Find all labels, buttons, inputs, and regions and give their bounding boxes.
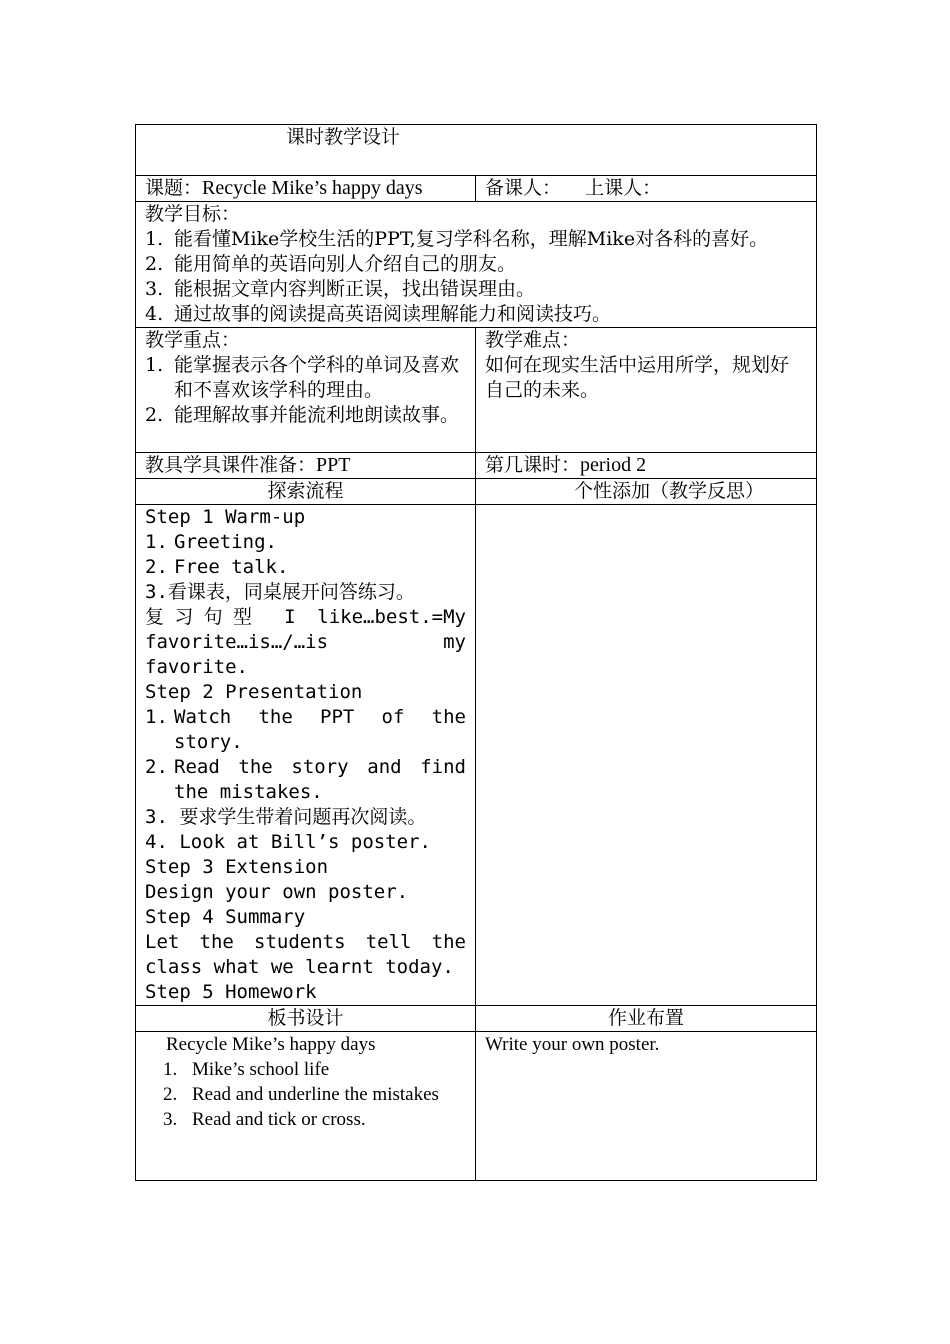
reflection-header xyxy=(476,479,817,505)
objectives-list xyxy=(145,227,807,327)
reflection-header-label: 个性添加（教学反思） xyxy=(574,480,765,502)
step-1-item xyxy=(145,555,466,580)
difficulties-text: 如何在现实生活中运用所学，规划好自己的未来。 xyxy=(485,354,790,401)
board-item-number: 1. xyxy=(163,1059,178,1080)
objective-item-number: 3. xyxy=(145,278,164,300)
board-item-text: Read and tick or cross. xyxy=(192,1109,366,1130)
objective-item-text: 通过故事的阅读提高英语阅读理解能力和阅读技巧。 xyxy=(174,303,612,325)
bottom-header-row xyxy=(136,1006,817,1032)
step-4-text: Let the students tell the class what we learnt today. xyxy=(145,931,466,978)
key-points-heading: 教学重点： xyxy=(145,329,241,351)
step-1-item xyxy=(145,530,466,555)
objective-item-number: 2. xyxy=(145,253,164,275)
materials-value: PPT xyxy=(316,454,351,476)
page-title: 课时教学设计 xyxy=(286,126,401,148)
preparer-text: 备课人： 上课人： xyxy=(485,177,662,199)
board-cell xyxy=(136,1032,476,1181)
steps-cell xyxy=(136,505,476,1006)
step-1-heading: Step 1 Warm-up xyxy=(145,506,306,528)
period-label: 第几课时： xyxy=(485,454,581,476)
difficulties-cell xyxy=(476,328,817,453)
step-1-item-text: Greeting. xyxy=(174,531,277,553)
objective-item xyxy=(145,302,807,327)
reflection-cell xyxy=(476,505,817,1006)
step-2-heading: Step 2 Presentation xyxy=(145,681,363,703)
key-point-item-number: 2. xyxy=(145,404,164,426)
step-5-heading: Step 5 Homework xyxy=(145,981,317,1003)
key-point-item-text: 能理解故事并能流利地朗读故事。 xyxy=(174,404,460,426)
step-1-line-3: 3.看课表，同桌展开问答练习。 xyxy=(145,581,415,603)
topic-value: Recycle Mike’s happy days xyxy=(202,177,423,199)
board-item xyxy=(163,1107,466,1132)
objective-item-text: 能用简单的英语向别人介绍自己的朋友。 xyxy=(174,253,517,275)
homework-header: 作业布置 xyxy=(476,1006,817,1032)
materials-cell xyxy=(136,453,476,479)
homework-text: Write your own poster. xyxy=(485,1034,660,1055)
materials-label: 教具学具课件准备： xyxy=(145,454,317,476)
objective-item-number: 1. xyxy=(145,228,164,250)
objectives-heading: 教学目标： xyxy=(145,203,241,225)
key-point-item xyxy=(145,403,466,428)
difficulties-heading: 教学难点： xyxy=(485,329,581,351)
process-header: 探索流程 xyxy=(136,479,476,505)
step-1-item-number: 2. xyxy=(145,556,168,578)
board-list xyxy=(145,1057,466,1132)
objectives-cell xyxy=(136,202,817,328)
key-point-item xyxy=(145,353,466,403)
board-item xyxy=(163,1057,466,1082)
title-row xyxy=(136,125,817,176)
board-title: Recycle Mike’s happy days xyxy=(166,1034,376,1055)
board-item-number: 2. xyxy=(163,1084,178,1105)
board-header: 板书设计 xyxy=(136,1006,476,1032)
title-cell xyxy=(136,125,817,176)
step-2-item-number: 2. xyxy=(145,756,168,778)
homework-cell xyxy=(476,1032,817,1181)
steps-row xyxy=(136,505,817,1006)
key-points-row xyxy=(136,328,817,453)
step-2-item xyxy=(145,705,466,755)
step-2-line-3: 3. 要求学生带着问题再次阅读。 xyxy=(145,806,427,828)
objective-item xyxy=(145,252,807,277)
board-item-text: Read and underline the mistakes xyxy=(192,1084,439,1105)
topic-label: 课题： xyxy=(145,177,203,199)
board-item-number: 3. xyxy=(163,1109,178,1130)
step-1-item-number: 1. xyxy=(145,531,168,553)
lesson-plan-table xyxy=(135,124,817,1181)
step-4-heading: Step 4 Summary xyxy=(145,906,306,928)
objective-item-text: 能看懂Mike学校生活的PPT,复习学科名称，理解Mike对各科的喜好。 xyxy=(174,228,769,250)
topic-cell xyxy=(136,176,476,202)
step-2-item-number: 1. xyxy=(145,706,168,728)
preparer-cell xyxy=(476,176,817,202)
step-2-list xyxy=(145,705,466,805)
objective-item xyxy=(145,227,807,252)
column-header-row xyxy=(136,479,817,505)
board-item xyxy=(163,1082,466,1107)
step-2-item-text: Read the story and find the mistakes. xyxy=(174,756,466,803)
topic-row xyxy=(136,176,817,202)
step-3-text: Design your own poster. xyxy=(145,881,409,903)
step-2-item xyxy=(145,755,466,805)
step-1-item-text: Free talk. xyxy=(174,556,289,578)
step-3-heading: Step 3 Extension xyxy=(145,856,329,878)
board-item-text: Mike’s school life xyxy=(192,1059,330,1080)
period-cell xyxy=(476,453,817,479)
step-1-list xyxy=(145,530,466,580)
materials-row xyxy=(136,453,817,479)
step-2-line-4: 4. Look at Bill’s poster. xyxy=(145,831,431,853)
objective-item-number: 4. xyxy=(145,303,164,325)
key-point-item-number: 1. xyxy=(145,354,164,376)
objective-item-text: 能根据文章内容判断正误，找出错误理由。 xyxy=(174,278,536,300)
key-points-list xyxy=(145,353,466,428)
key-point-item-text: 能掌握表示各个学科的单词及喜欢和不喜欢该学科的理由。 xyxy=(174,354,460,401)
board-row xyxy=(136,1032,817,1181)
step-1-pattern: 复习句型 I like…best.=My favorite…is…/…is my favorite. xyxy=(145,606,466,678)
objectives-row xyxy=(136,202,817,328)
step-2-item-text: Watch the PPT of the story. xyxy=(174,706,466,753)
key-points-cell xyxy=(136,328,476,453)
period-value: period 2 xyxy=(580,454,647,476)
objective-item xyxy=(145,277,807,302)
